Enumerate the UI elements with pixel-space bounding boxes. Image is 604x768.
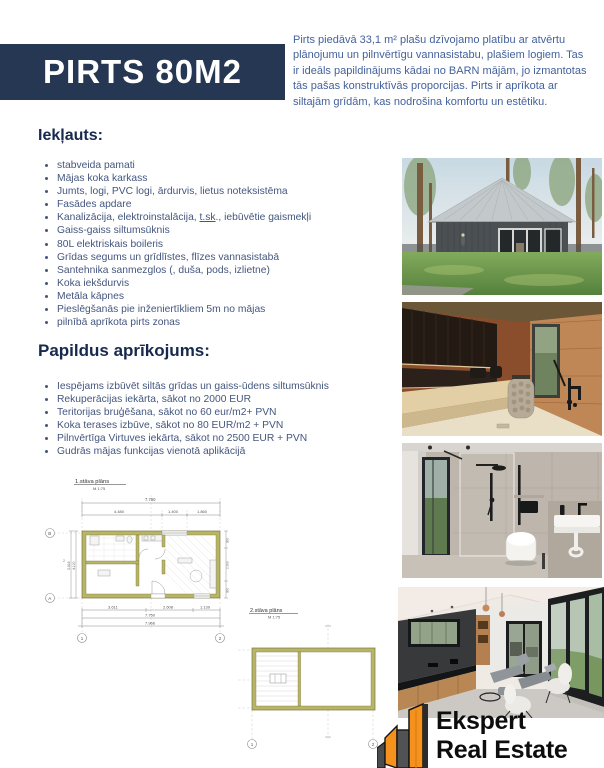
included-heading: Iekļauts:	[38, 127, 103, 144]
list-item: • Gudrās mājas funkcijas vienotā aplikācijā	[57, 445, 394, 458]
plan2-scale: M 1:75	[268, 614, 281, 620]
list-item: • Metāla kāpnes	[57, 290, 389, 303]
plan1-dim: 1.139	[200, 604, 211, 610]
list-item: • Gaiss-gaiss siltumsūknis	[57, 224, 389, 237]
plan1-dim: 4.480	[114, 509, 125, 514]
plan1-grid-a: A	[48, 595, 52, 601]
plan2-grid-2: 2	[371, 741, 375, 747]
list-item: • pilnībā aprīkota pirts zonas	[57, 316, 389, 329]
photo-living-room	[398, 587, 604, 718]
plan1-dim: 4.100	[72, 561, 76, 570]
plan2-title: 2.stāva plāns	[250, 608, 283, 614]
plan1-dim-total: 7.750	[145, 612, 156, 618]
plan1-dim: 3.611	[108, 604, 118, 610]
extras-list	[44, 380, 394, 459]
plan1-dim-overall: 7.966	[145, 620, 156, 626]
included-list-container	[44, 159, 389, 329]
ekspert-logo-icon	[377, 702, 433, 768]
list-item-text: ., iebūvētie gaismekļi	[215, 212, 312, 224]
plan1-dim: 1.400	[168, 509, 179, 514]
list-item: • Iespējams izbūvēt siltās grīdas un gaiss-ūdens siltumsūknis	[57, 380, 394, 393]
plan1-grid-1: 1	[80, 635, 84, 641]
floor-plan-2	[236, 600, 396, 760]
page-title: PIRTS 80M2	[43, 53, 242, 90]
plan1-dim: 2.608	[163, 604, 174, 610]
plan1-dim: 3.616	[67, 561, 71, 570]
logo-line-2: Real Estate	[436, 736, 568, 764]
list-item	[57, 211, 389, 224]
plan1-dim: 900	[225, 537, 230, 543]
photo-bathroom	[402, 443, 602, 578]
photo-sauna-interior	[402, 302, 602, 436]
photo-house-exterior	[402, 158, 602, 295]
list-item: • Mājas koka karkass	[57, 172, 389, 185]
floor-plan-1	[38, 470, 243, 655]
list-item: • 80L elektriskais boileris	[57, 238, 389, 251]
logo-line-1: Ekspert	[436, 707, 526, 735]
list-item-text: Kanalizācija, elektroinstalācija,	[57, 212, 200, 224]
plan1-title: 1.stāva plāns	[75, 479, 110, 485]
list-item: • Fasādes apdare	[57, 198, 389, 211]
list-item: • Grīdas segums un grīdlīstes, flīzes vannasistabā	[57, 251, 389, 264]
plan1-dim: 2.280	[225, 561, 230, 569]
plan2-grid-1: 1	[250, 741, 254, 747]
plan1-grid-b: B	[48, 530, 52, 536]
list-item: • Rekuperācijas iekārta, sākot no 2000 EUR	[57, 393, 394, 406]
underlined-abbreviation-link[interactable]: t.sk	[199, 212, 216, 224]
plan1-grid-2: 2	[218, 635, 222, 641]
plan1-dim-top: 7.750	[145, 497, 156, 502]
plan1-dim: 900	[225, 587, 230, 593]
title-banner	[0, 44, 285, 100]
plan1-section-mark: 2	[63, 559, 65, 563]
list-item: • Koka terases izbūve, sākot no 80 EUR/m2 + PVN	[57, 419, 394, 432]
plan1-dim: 1.860	[197, 509, 208, 514]
list-item: • Jumts, logi, PVC logi, ārdurvis, lietus noteksistēma	[57, 185, 389, 198]
list-item: • Teritorijas bruģēšana, sākot no 60 eur/m2+ PVN	[57, 406, 394, 419]
list-item: • Pilnvērtīga Virtuves iekārta, sākot no 2500 EUR + PVN	[57, 432, 394, 445]
list-item: • Santehnika sanmezglos (, duša, pods, izlietne)	[57, 264, 389, 277]
extras-heading: Papildus aprīkojums:	[38, 341, 210, 360]
ekspert-logo-text	[436, 707, 568, 765]
list-item: • stabveida pamati	[57, 159, 389, 172]
extras-list-container	[44, 380, 394, 459]
intro-paragraph: Pirts piedāvā 33,1 m² plašu dzīvojamo platību ar atvērtu plānojumu un pilnvērtīgu vannasistabu, plašiem logiem. Tas ir ideāls papildinājums kādai no BARN mājām, jo izmantotas tās pašas konstruktīvās proporcijas. Pirts ir aprīkota ar siltajām grīdām, kas nodrošina komfortu un estētiku.	[293, 34, 587, 108]
list-item: • Koka iekšdurvis	[57, 277, 389, 290]
list-item: • Pieslēgšanās pie inženiertīkliem 5m no mājas	[57, 303, 389, 316]
included-list	[44, 159, 389, 329]
plan1-scale: M 1:75	[93, 486, 106, 491]
